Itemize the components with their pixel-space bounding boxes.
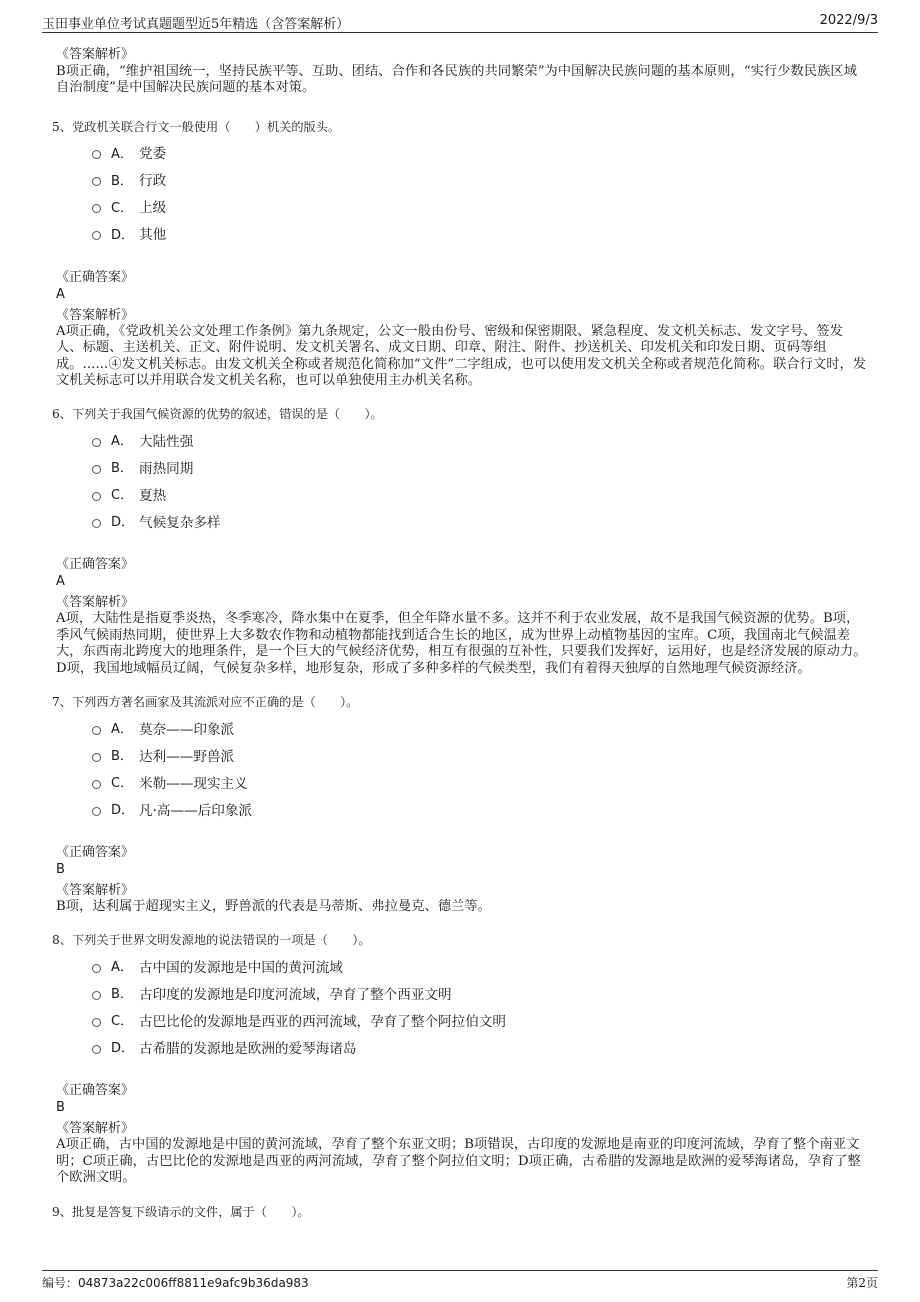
page-content xyxy=(52,40,868,1220)
question-5 xyxy=(52,119,868,390)
option-text: 达利——野兽派 xyxy=(139,748,235,765)
option-letter: D． xyxy=(111,803,135,819)
option-list xyxy=(92,139,868,247)
page-footer xyxy=(42,1270,878,1293)
document-title: 玉田事业单位考试真题题型近5年精选（含答案解析） xyxy=(42,17,350,32)
option-letter: B． xyxy=(111,461,133,477)
option-b[interactable] xyxy=(92,979,868,1006)
option-text: 古中国的发源地是中国的黄河流域 xyxy=(139,959,343,976)
option-text: 夏热 xyxy=(139,487,167,504)
option-d[interactable] xyxy=(92,795,868,822)
radio-icon[interactable] xyxy=(92,150,101,159)
explanation-label: 《答案解析》 xyxy=(56,883,135,899)
correct-answer-label: 《正确答案》 xyxy=(56,845,135,861)
correct-answer-label: 《正确答案》 xyxy=(56,1083,135,1099)
option-a[interactable] xyxy=(92,952,868,979)
option-c[interactable] xyxy=(92,768,868,795)
option-text: 古希腊的发源地是欧洲的爱琴海诸岛 xyxy=(139,1040,357,1057)
radio-icon[interactable] xyxy=(92,726,101,735)
question-stem: 9、批复是答复下级请示的文件，属于（ ）。 xyxy=(52,1204,310,1219)
option-d[interactable] xyxy=(92,507,868,534)
question-stem: 7、下列西方著名画家及其流派对应不正确的是（ ）。 xyxy=(52,695,359,710)
page-header xyxy=(42,10,878,33)
page-number: 第2页 xyxy=(846,1276,878,1290)
option-letter: A． xyxy=(111,434,133,450)
radio-icon[interactable] xyxy=(92,438,101,447)
option-list xyxy=(92,714,868,822)
question-8 xyxy=(52,932,868,1186)
radio-icon[interactable] xyxy=(92,177,101,186)
option-c[interactable] xyxy=(92,1006,868,1033)
option-d[interactable] xyxy=(92,220,868,247)
radio-icon[interactable] xyxy=(92,964,101,973)
correct-answer: A xyxy=(56,286,65,302)
radio-icon[interactable] xyxy=(92,519,101,528)
question-stem: 8、下列关于世界文明发源地的说法错误的一项是（ ）。 xyxy=(52,933,371,948)
radio-icon[interactable] xyxy=(92,204,101,213)
radio-icon[interactable] xyxy=(92,231,101,240)
option-text: 雨热同期 xyxy=(139,460,194,477)
header-date: 2022/9/3 xyxy=(819,13,878,28)
explanation-text: A项正确，古中国的发源地是中国的黄河流域，孕育了整个东亚文明；B项错误，古印度的发源地是南亚的印度河流域，孕育了整个南亚文明；C项正确，古巴比伦的发源地是西亚的两河流域，孕育了整个阿拉伯文明；D项正确，古希腊的发源地是欧洲的爱琴海诸岛，孕育了整个欧洲文明。 xyxy=(56,1137,861,1186)
option-d[interactable] xyxy=(92,1033,868,1060)
option-text: 米勒——现实主义 xyxy=(139,775,248,792)
explanation-label: 《答案解析》 xyxy=(56,1121,135,1137)
option-letter: D． xyxy=(111,1041,135,1057)
option-letter: B． xyxy=(111,987,133,1003)
radio-icon[interactable] xyxy=(92,780,101,789)
option-text: 大陆性强 xyxy=(139,433,194,450)
option-b[interactable] xyxy=(92,166,868,193)
option-letter: C． xyxy=(111,488,134,504)
radio-icon[interactable] xyxy=(92,807,101,816)
option-letter: B． xyxy=(111,173,133,189)
explanation-label: 《答案解析》 xyxy=(56,307,135,323)
option-a[interactable] xyxy=(92,426,868,453)
option-letter: C． xyxy=(111,200,134,216)
explanation-label: 《答案解析》 xyxy=(56,47,135,62)
correct-answer-label: 《正确答案》 xyxy=(56,557,135,573)
option-letter: A． xyxy=(111,722,133,738)
explanation-text: A项，大陆性是指夏季炎热，冬季寒冷，降水集中在夏季，但全年降水量不多。这并不利于农业发展，故不是我国气候资源的优势。B项，季风气候雨热同期，使世界上大多数农作物和动植物都能找到适合生长的地区，成为世界上动植物基因的宝库。C项，我国南北气候温差大，东西南北跨度大的地理条件，是一个巨大的气候经济优势，相互有很强的互补性，只要我们发挥好，运用好，也是经济发展的原动力。D项，我国地域幅员辽阔，气候复杂多样，地形复杂，形成了多种多样的气候类型，我们有着得天独厚的自然地理气候资源经济。 xyxy=(56,611,867,676)
option-letter: A． xyxy=(111,960,133,976)
option-letter: B． xyxy=(111,749,133,765)
radio-icon[interactable] xyxy=(92,1045,101,1054)
option-a[interactable] xyxy=(92,139,868,166)
option-letter: D． xyxy=(111,227,135,243)
option-text: 古巴比伦的发源地是西亚的西河流域，孕育了整个阿拉伯文明 xyxy=(139,1013,507,1030)
explanation-label: 《答案解析》 xyxy=(56,595,135,611)
question-9 xyxy=(52,1204,868,1220)
option-text: 其他 xyxy=(139,227,167,244)
correct-answer: A xyxy=(56,574,65,590)
option-text: 气候复杂多样 xyxy=(139,514,221,531)
option-letter: A． xyxy=(111,146,133,162)
option-b[interactable] xyxy=(92,741,868,768)
radio-icon[interactable] xyxy=(92,991,101,1000)
option-text: 党委 xyxy=(139,146,167,163)
option-list xyxy=(92,426,868,534)
question-6 xyxy=(52,406,868,677)
radio-icon[interactable] xyxy=(92,465,101,474)
radio-icon[interactable] xyxy=(92,492,101,501)
radio-icon[interactable] xyxy=(92,753,101,762)
option-b[interactable] xyxy=(92,453,868,480)
question-stem: 6、下列关于我国气候资源的优势的叙述，错误的是（ ）。 xyxy=(52,407,383,422)
correct-answer: B xyxy=(56,1100,65,1116)
option-list xyxy=(92,952,868,1060)
option-letter: C． xyxy=(111,776,134,792)
option-text: 上级 xyxy=(139,200,167,217)
option-a[interactable] xyxy=(92,714,868,741)
option-letter: C． xyxy=(111,1014,134,1030)
radio-icon[interactable] xyxy=(92,1018,101,1027)
option-text: 凡·高——后印象派 xyxy=(139,802,253,819)
correct-answer: B xyxy=(56,862,65,878)
document-code: 编号：04873a22c006ff8811e9afc9b36da983 xyxy=(42,1276,309,1290)
correct-answer-label: 《正确答案》 xyxy=(56,269,135,285)
option-letter: D． xyxy=(111,515,135,531)
question-7 xyxy=(52,694,868,915)
option-text: 古印度的发源地是印度河流域，孕育了整个西亚文明 xyxy=(139,986,452,1003)
explanation-text: B项正确，“维护祖国统一，坚持民族平等、互助、团结、合作和各民族的共同繁荣”为中国解决民族问题的基本原则，“实行少数民族区域自治制度”是中国解决民族问题的基本对策。 xyxy=(56,64,857,96)
option-c[interactable] xyxy=(92,480,868,507)
question-stem: 5、党政机关联合行文一般使用（ ）机关的版头。 xyxy=(52,119,341,134)
explanation-text: A项正确，《党政机关公文处理工作条例》第九条规定，公文一般由份号、密级和保密期限、紧急程度、发文机关标志、发文字号、签发人、标题、主送机关、正文、附件说明、发文机关署名、成文日期、印章、附注、附件、抄送机关、印发机关和印发日期、页码等组成。......④发文机关标志。由发文机关全称或者规范化简称加“文件”二字组成，也可以使用发文机关全称或者规范化简称。联合行文时，发文机关标志可以并用联合发文机关名称，也可以单独使用主办机关名称。 xyxy=(56,323,867,389)
option-text: 行政 xyxy=(139,173,167,190)
explanation-text: B项，达利属于超现实主义，野兽派的代表是马蒂斯、弗拉曼克、德兰等。 xyxy=(56,899,491,915)
option-text: 莫奈——印象派 xyxy=(139,721,235,738)
option-c[interactable] xyxy=(92,193,868,220)
